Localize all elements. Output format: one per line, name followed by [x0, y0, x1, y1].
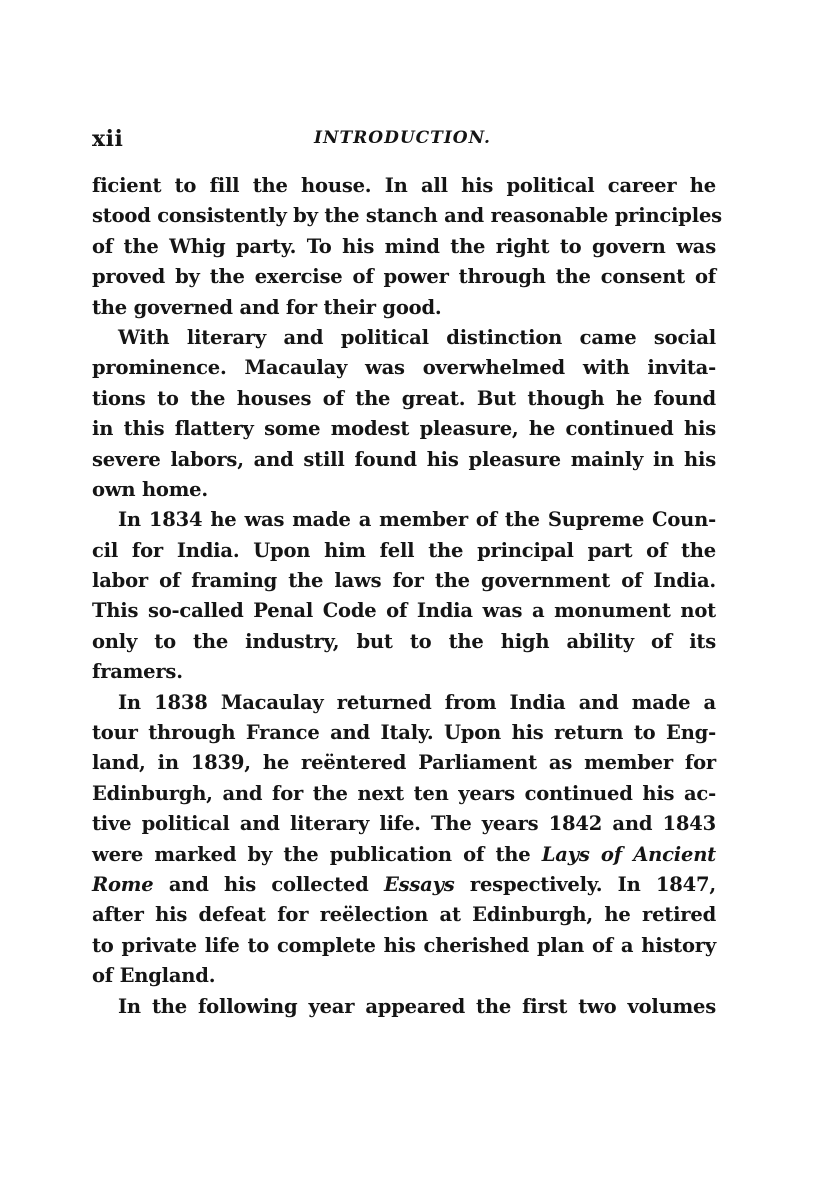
text-line: labor of framing the laws for the government of India.: [92, 569, 716, 593]
text-line: prominence. Macaulay was overwhelmed with invita-: [92, 356, 716, 380]
text-line: of England.: [92, 964, 216, 988]
text-line: tour through France and Italy. Upon his return to Eng-: [92, 721, 716, 745]
text-line: Rome and his collected Essays respectively. In 1847,: [92, 872, 716, 896]
text-line: the governed and for their good.: [92, 295, 442, 319]
text-line: after his defeat for reëlection at Edinburgh, he retired: [92, 903, 716, 927]
page-number: xii: [92, 126, 124, 152]
text-line: of the Whig party. To his mind the right to govern was: [92, 234, 716, 258]
page-header: [92, 126, 716, 160]
text-line: own home.: [92, 477, 208, 501]
text-line: were marked by the publication of the Lays of Ancient: [92, 842, 716, 866]
text-line: framers.: [92, 660, 183, 684]
paragraph-first-line: In the following year appeared the first two volumes: [118, 994, 716, 1018]
text-line: ficient to fill the house. In all his political career he: [92, 174, 716, 197]
book-title-lays: Lays of Ancient: [541, 842, 716, 866]
text-line: to private life to complete his cherished plan of a history: [92, 933, 716, 957]
text-line: in this flattery some modest pleasure, he continued his: [92, 417, 716, 441]
text-line: Edinburgh, and for the next ten years continued his ac-: [92, 781, 716, 805]
book-title-essays: Essays: [383, 872, 455, 896]
paragraph-first-line: In 1838 Macaulay returned from India and made a: [118, 690, 716, 714]
text-line: stood consistently by the stanch and reasonable principles: [92, 204, 722, 228]
text-line: This so-called Penal Code of India was a monument not: [92, 599, 716, 623]
text-line: tions to the houses of the great. But though he found: [92, 386, 716, 410]
book-title-rome: Rome: [92, 872, 154, 896]
text-line: only to the industry, but to the high ability of its: [92, 629, 716, 653]
text-line: severe labors, and still found his pleasure mainly in his: [92, 447, 716, 471]
text-line: proved by the exercise of power through the consent of: [92, 265, 716, 289]
text-line: cil for India. Upon him fell the principal part of the: [92, 538, 716, 562]
body-text: [92, 171, 722, 1022]
paragraph-first-line: In 1834 he was made a member of the Supreme Coun-: [118, 508, 716, 532]
paragraph-first-line: With literary and political distinction came social: [118, 325, 716, 349]
text-line: tive political and literary life. The years 1842 and 1843: [92, 812, 716, 836]
text-line: land, in 1839, he reëntered Parliament as member for: [92, 751, 716, 775]
running-head: INTRODUCTION.: [314, 128, 491, 148]
